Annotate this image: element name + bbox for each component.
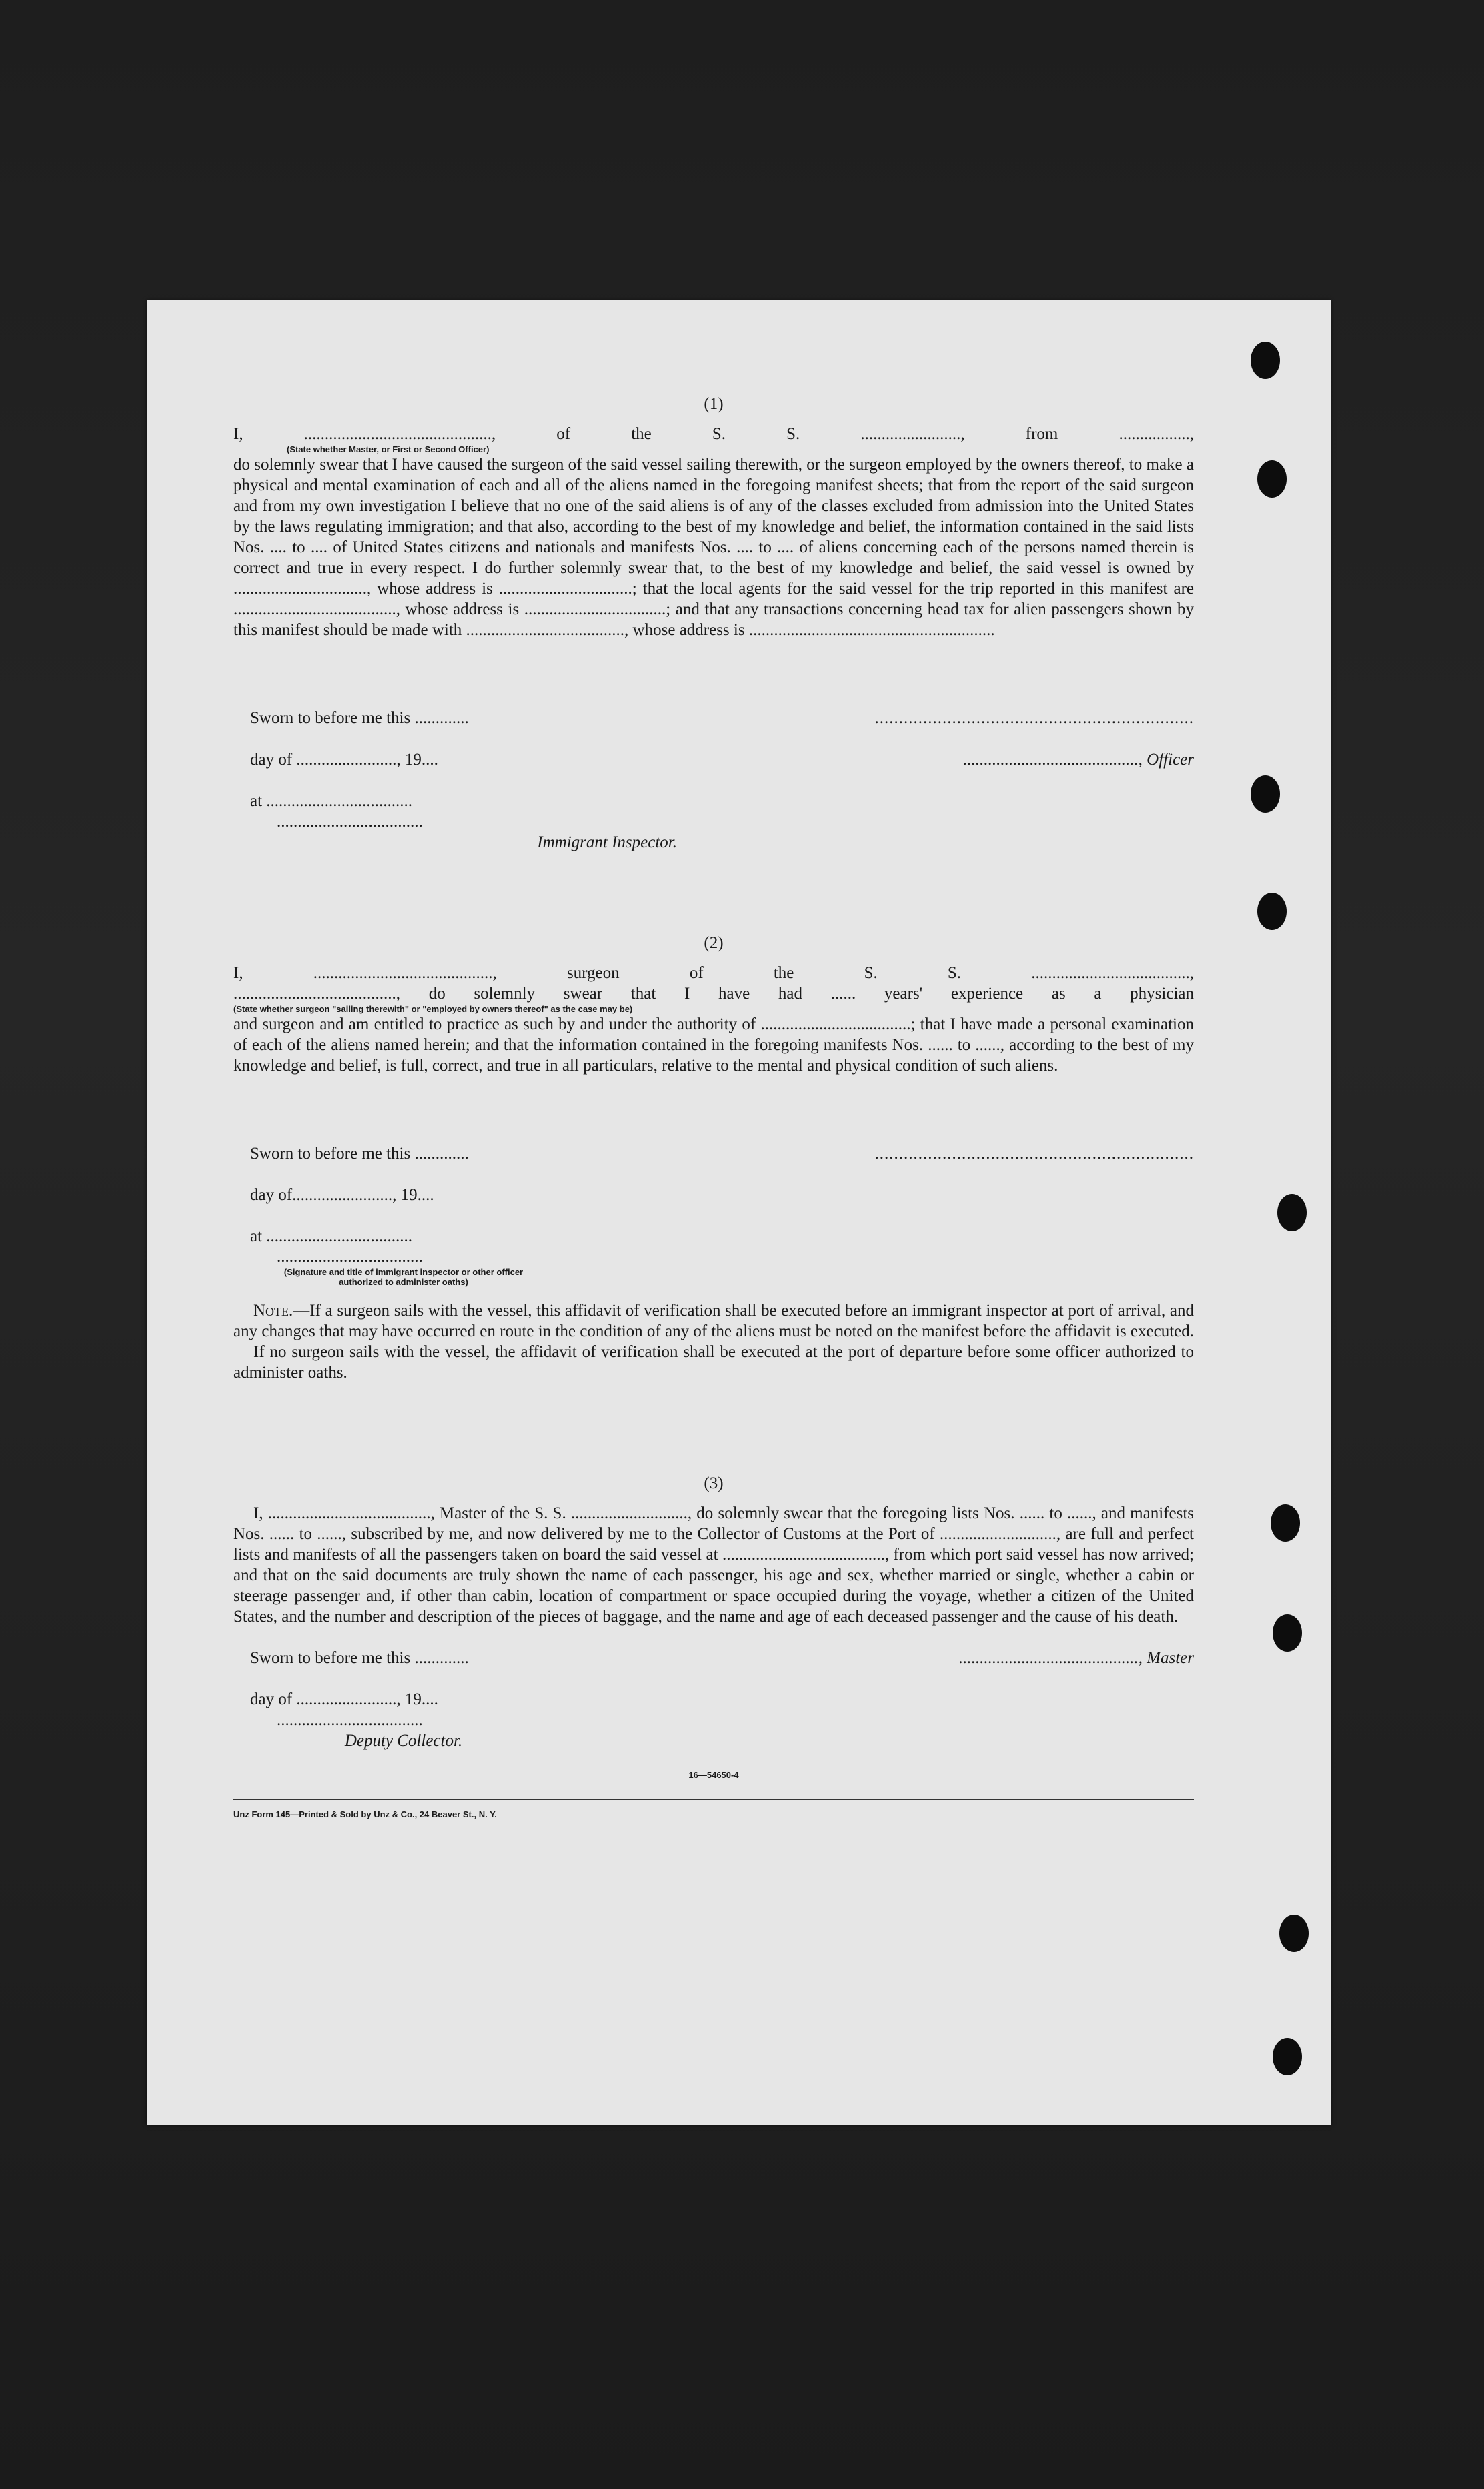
collector-row [233, 1710, 1194, 1751]
signature-line: .................................................................. [874, 709, 1194, 727]
sig-caption: (Signature and title of immigrant inspector or other officer authorized to administer oaths) [283, 1267, 524, 1287]
oath-text: do solemnly swear that I have caused the surgeon of the said vessel sailing therewith, or the surgeon employed by the owners thereof, to make a physical and mental examination of each and all of the aliens named in the foregoing manifest sheets; that from the report of the said surgeon and from my own investigation I believe that no one of the said aliens is of any of the classes excluded from admission into the United States by the laws regulating immigration; and that also, according to the best of my knowledge and belief, the information contained in the said lists Nos. .... to .... of United States citizens and nationals and manifests Nos. .... to .... of aliens concerning each of the persons named therein is correct and true in every respect. I do further solemnly swear that, to the best of my knowledge and belief, the said vessel is owned by ................................, whose address is ................................; that the local agents for the said vessel for the trip reported in this manifest are ......................................., whose address is ..................................; and that any transactions concerning head tax for alien passengers shown by this manifest should be made with ......................................, whose address is ........................................................... [233, 456, 1194, 639]
section-number: (2) [704, 934, 724, 952]
collector-caption: Deputy Collector. [344, 1732, 463, 1750]
punch-hole [1277, 1194, 1307, 1231]
section-3 [233, 1473, 1194, 1825]
master-body [233, 1503, 1194, 1627]
form-content [233, 394, 1194, 1825]
at-row [233, 770, 1194, 811]
oath-opening-line: I, ............................................., of the S. S. ........................, from ................., [233, 425, 1194, 443]
note-text-1: —If a surgeon sails with the vessel, this affidavit of verification shall be executed before an immigrant inspector at port of arrival, and any changes that may have occurred en route in the condition of any of the aliens must be noted on the manifest before the affidavit is executed. [233, 1302, 1195, 1340]
punch-hole [1251, 775, 1280, 813]
surgeon-signature-line: .................................................................. [874, 1145, 1194, 1163]
sworn-row [233, 687, 1194, 728]
punch-hole [1273, 2038, 1302, 2075]
manifest-page [147, 300, 1331, 2125]
note-label: Note. [253, 1302, 293, 1320]
section-1 [233, 394, 1194, 853]
day-text: day of ........................, 19.... [250, 1690, 438, 1708]
day-text: day of........................, 19.... [250, 1186, 434, 1204]
day-row [233, 728, 1194, 770]
punch-hole [1271, 1504, 1300, 1542]
at-row [233, 1205, 1194, 1247]
sworn-text: Sworn to before me this ............. [250, 709, 469, 727]
punch-hole [1251, 342, 1280, 379]
oath-body [233, 454, 1194, 640]
surgeon-text: and surgeon and am entitled to practice as such by and under the authority of ....................................; that I have made a personal examination of each of the aliens named herein; and that the information contained in the foregoing manifests Nos. ...... to ......, according to the best of my knowledge and belief, is full, correct, and true in all particulars, relative to the mental and physical condition of such aliens. [233, 1015, 1194, 1075]
section-number: (1) [704, 395, 724, 413]
surgeon-experience-line: ......................................., do solemnly swear that I have had ...... years' experience as a physician [233, 985, 1194, 1003]
collector-line: ................................... [277, 1711, 423, 1729]
day-row [233, 1164, 1194, 1205]
punch-hole [1257, 460, 1287, 498]
sworn-row [233, 1123, 1194, 1164]
form-number: 16—54650-4 [688, 1770, 739, 1780]
sworn-row [233, 1627, 1194, 1668]
officer-signature: .........................................., Officer [963, 751, 1194, 769]
surgeon-opening-line: I, ..........................................., surgeon of the S. S. ......................................, [233, 964, 1194, 982]
punch-hole [1279, 1915, 1309, 1952]
note-block [233, 1300, 1194, 1383]
master-text: I, ......................................., Master of the S. S. ............................, do solemnly swear that the foregoing lists Nos. ...... to ......, and manifests Nos. ...... to ......, subscribed by me, and now delivered by me to the Collector of Customs at the Port of ............................, are full and perfect lists and manifests of all the passengers taken on board the said vessel at ......................................., from which port said vessel has now arrived; and that on the said documents are truly shown the name of each passenger, his age and sex, whether married or single, whether a cabin or steerage passenger and, if other than cabin, location of compartment or space occupied during the voyage, whether a citizen of the United States, and the number and description of the pieces of baggage, and the name and age of each deceased passenger and the cause of his death. [233, 1504, 1194, 1626]
sworn-text: Sworn to before me this ............. [250, 1145, 469, 1163]
sworn-text: Sworn to before me this ............. [250, 1649, 469, 1667]
sig-row [233, 1247, 1194, 1287]
surgeon-body [233, 1014, 1194, 1076]
field-caption: (State whether surgeon "sailing therewith" or "employed by owners thereof" as the case may be) [233, 1004, 633, 1014]
inspector-line: ................................... [277, 813, 423, 831]
sig-line: ................................... [277, 1248, 423, 1266]
master-signature: ..........................................., Master [958, 1649, 1194, 1667]
printer-footer: Unz Form 145—Printed & Sold by Unz & Co., 24 Beaver St., N. Y. [233, 1809, 497, 1819]
section-number: (3) [704, 1474, 724, 1492]
punch-hole [1273, 1614, 1302, 1652]
day-text: day of ........................, 19.... [250, 751, 438, 769]
punch-hole [1257, 893, 1287, 930]
field-caption: (State whether Master, or First or Second Officer) [287, 444, 490, 454]
at-text: at ................................... [250, 792, 413, 810]
day-row [233, 1668, 1194, 1710]
section-2 [233, 933, 1194, 1383]
at-text: at ................................... [250, 1227, 413, 1246]
inspector-caption: Immigrant Inspector. [537, 833, 677, 851]
note-text-2: If no surgeon sails with the vessel, the affidavit of verification shall be executed at the port of departure before some officer authorized to administer oaths. [233, 1343, 1194, 1382]
inspector-row [233, 811, 1194, 853]
